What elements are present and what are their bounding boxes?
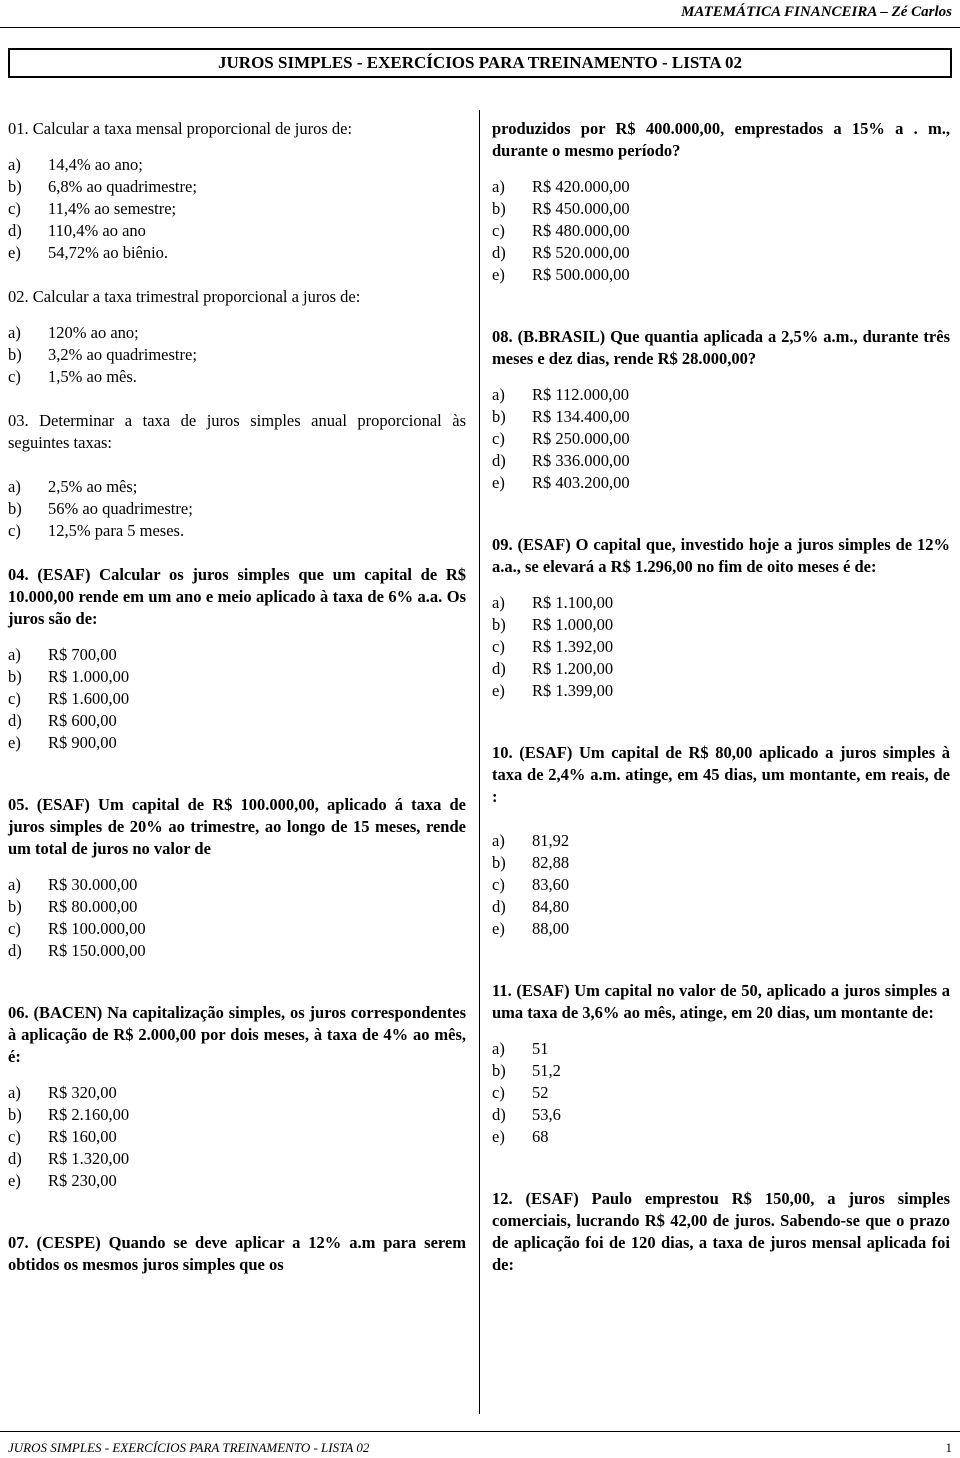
- options-q05: [8, 874, 466, 962]
- answer-option: [492, 874, 950, 896]
- option-letter: a): [8, 323, 21, 342]
- document-title: JUROS SIMPLES - EXERCÍCIOS PARA TREINAMENTO - LISTA 02: [8, 48, 952, 78]
- option-text: R$ 1.000,00: [532, 615, 614, 634]
- answer-option: [492, 1126, 950, 1148]
- answer-option: [8, 1082, 466, 1104]
- option-letter: a): [8, 477, 21, 496]
- answer-option: [8, 1104, 466, 1126]
- options-q08: [492, 384, 950, 494]
- option-text: R$ 1.100,00: [532, 593, 614, 612]
- option-text: 83,60: [532, 875, 570, 894]
- footer-rule: [0, 1431, 960, 1432]
- option-text: R$ 520.000,00: [532, 243, 630, 262]
- question-06: 06. (BACEN) Na capitalização simples, os juros correspondentes à aplicação de R$ 2.000,00 por dois meses, à taxa de 4% ao mês, é:: [8, 1003, 466, 1066]
- option-text: R$ 403.200,00: [532, 473, 630, 492]
- option-text: R$ 230,00: [48, 1171, 117, 1190]
- question-01: 01. Calcular a taxa mensal proporcional de juros de:: [8, 119, 353, 138]
- option-letter: c): [492, 429, 505, 448]
- option-letter: e): [492, 265, 505, 284]
- answer-option: [8, 176, 466, 198]
- options-q06: [8, 1082, 466, 1192]
- option-text: 110,4% ao ano: [48, 221, 146, 240]
- option-letter: e): [8, 1171, 21, 1190]
- answer-option: [8, 732, 466, 754]
- answer-option: [492, 472, 950, 494]
- option-text: R$ 450.000,00: [532, 199, 630, 218]
- option-text: R$ 100.000,00: [48, 919, 146, 938]
- option-text: R$ 1.392,00: [532, 637, 614, 656]
- running-header: MATEMÁTICA FINANCEIRA – Zé Carlos: [681, 4, 952, 20]
- option-letter: a): [492, 831, 505, 850]
- answer-option: [8, 918, 466, 940]
- option-text: 14,4% ao ano;: [48, 155, 143, 174]
- option-letter: a): [492, 385, 505, 404]
- option-text: R$ 1.200,00: [532, 659, 614, 678]
- right-column: [492, 118, 950, 1276]
- footer-title: JUROS SIMPLES - EXERCÍCIOS PARA TREINAMENTO - LISTA 02: [8, 1440, 370, 1455]
- option-letter: b): [492, 1061, 506, 1080]
- question-10: 10. (ESAF) Um capital de R$ 80,00 aplicado a juros simples à taxa de 2,4% a.m. atinge, em 45 dias, um montante, em reais, de :: [492, 743, 950, 806]
- option-letter: d): [8, 941, 22, 960]
- answer-option: [8, 644, 466, 666]
- option-letter: c): [8, 199, 21, 218]
- options-q07: [492, 176, 950, 286]
- option-letter: a): [492, 177, 505, 196]
- left-column: [8, 118, 466, 1276]
- option-text: R$ 1.000,00: [48, 667, 130, 686]
- answer-option: [8, 322, 466, 344]
- option-text: 81,92: [532, 831, 570, 850]
- option-letter: c): [492, 221, 505, 240]
- option-text: R$ 30.000,00: [48, 875, 138, 894]
- question-03: 03. Determinar a taxa de juros simples anual proporcional às seguintes taxas:: [8, 411, 466, 452]
- answer-option: [492, 592, 950, 614]
- option-text: R$ 80.000,00: [48, 897, 138, 916]
- option-text: 11,4% ao semestre;: [48, 199, 177, 218]
- option-letter: a): [8, 645, 21, 664]
- option-text: 53,6: [532, 1105, 561, 1124]
- option-text: 120% ao ano;: [48, 323, 139, 342]
- question-07-part1: 07. (CESPE) Quando se deve aplicar a 12% a.m para serem obtidos os mesmos juros simples que os: [8, 1233, 466, 1274]
- answer-option: [492, 428, 950, 450]
- option-letter: c): [8, 689, 21, 708]
- answer-option: [492, 896, 950, 918]
- question-12: 12. (ESAF) Paulo emprestou R$ 150,00, a juros simples comerciais, lucrando R$ 42,00 de juros. Sabendo-se que o prazo de aplicação foi de 120 dias, a taxa de juros mensal aplicada foi de:: [492, 1189, 950, 1274]
- option-letter: d): [492, 243, 506, 262]
- option-letter: a): [8, 1083, 21, 1102]
- answer-option: [8, 520, 466, 542]
- answer-option: [8, 688, 466, 710]
- option-letter: d): [8, 221, 22, 240]
- answer-option: [8, 710, 466, 732]
- answer-option: [492, 830, 950, 852]
- option-letter: e): [492, 1127, 505, 1146]
- options-q11: [492, 1038, 950, 1148]
- option-text: 12,5% para 5 meses.: [48, 521, 185, 540]
- answer-option: [492, 1104, 950, 1126]
- option-letter: b): [8, 897, 22, 916]
- answer-option: [492, 1038, 950, 1060]
- answer-option: [492, 176, 950, 198]
- answer-option: [492, 220, 950, 242]
- option-text: 84,80: [532, 897, 570, 916]
- column-divider: [479, 110, 480, 1414]
- question-09: 09. (ESAF) O capital que, investido hoje a juros simples de 12% a.a., se elevará a R$ 1.296,00 no fim de oito meses é de:: [492, 535, 950, 576]
- option-text: R$ 2.160,00: [48, 1105, 130, 1124]
- option-letter: d): [492, 451, 506, 470]
- option-letter: c): [492, 875, 505, 894]
- answer-option: [492, 658, 950, 680]
- option-letter: e): [8, 243, 21, 262]
- options-q01: [8, 154, 466, 264]
- option-text: R$ 320,00: [48, 1083, 117, 1102]
- answer-option: [8, 1148, 466, 1170]
- answer-option: [8, 498, 466, 520]
- option-text: 6,8% ao quadrimestre;: [48, 177, 197, 196]
- question-04: 04. (ESAF) Calcular os juros simples que um capital de R$ 10.000,00 rende em um ano e meio aplicado à taxa de 6% a.a. Os juros são de:: [8, 565, 466, 628]
- option-letter: b): [8, 499, 22, 518]
- option-letter: a): [492, 593, 505, 612]
- option-letter: e): [8, 733, 21, 752]
- option-letter: b): [8, 667, 22, 686]
- answer-option: [492, 198, 950, 220]
- option-letter: d): [8, 1149, 22, 1168]
- option-text: R$ 600,00: [48, 711, 117, 730]
- option-text: R$ 336.000,00: [532, 451, 630, 470]
- option-text: R$ 1.320,00: [48, 1149, 130, 1168]
- option-text: R$ 150.000,00: [48, 941, 146, 960]
- option-letter: b): [492, 615, 506, 634]
- option-letter: d): [8, 711, 22, 730]
- options-q03: [8, 476, 466, 542]
- answer-option: [8, 1126, 466, 1148]
- option-text: 2,5% ao mês;: [48, 477, 138, 496]
- option-text: 82,88: [532, 853, 570, 872]
- option-text: 68: [532, 1127, 549, 1146]
- answer-option: [8, 366, 466, 388]
- answer-option: [8, 476, 466, 498]
- page-number: 1: [945, 1440, 952, 1455]
- option-letter: b): [8, 177, 22, 196]
- options-q02: [8, 322, 466, 388]
- option-text: R$ 1.399,00: [532, 681, 614, 700]
- options-q09: [492, 592, 950, 702]
- option-text: R$ 134.400,00: [532, 407, 630, 426]
- answer-option: [492, 636, 950, 658]
- option-letter: c): [492, 1083, 505, 1102]
- answer-option: [492, 852, 950, 874]
- answer-option: [8, 154, 466, 176]
- option-text: R$ 480.000,00: [532, 221, 630, 240]
- option-letter: d): [492, 659, 506, 678]
- option-text: 54,72% ao biênio.: [48, 243, 169, 262]
- option-text: 88,00: [532, 919, 570, 938]
- question-08: 08. (B.BRASIL) Que quantia aplicada a 2,5% a.m., durante três meses e dez dias, rende R$ 28.000,00?: [492, 327, 950, 368]
- option-text: R$ 700,00: [48, 645, 117, 664]
- question-11: 11. (ESAF) Um capital no valor de 50, aplicado a juros simples a uma taxa de 3,6% ao mês, atinge, em 20 dias, um montante de:: [492, 981, 950, 1022]
- option-letter: b): [8, 345, 22, 364]
- answer-option: [8, 198, 466, 220]
- option-text: R$ 112.000,00: [532, 385, 630, 404]
- answer-option: [8, 874, 466, 896]
- option-letter: e): [492, 919, 505, 938]
- option-letter: a): [8, 155, 21, 174]
- answer-option: [492, 1082, 950, 1104]
- option-text: 51: [532, 1039, 549, 1058]
- option-letter: e): [492, 681, 505, 700]
- question-02: 02. Calcular a taxa trimestral proporcional a juros de:: [8, 287, 361, 306]
- answer-option: [492, 264, 950, 286]
- answer-option: [492, 450, 950, 472]
- option-letter: b): [492, 199, 506, 218]
- option-text: 1,5% ao mês.: [48, 367, 137, 386]
- answer-option: [492, 384, 950, 406]
- question-05: 05. (ESAF) Um capital de R$ 100.000,00, aplicado á taxa de juros simples de 20% ao trimestre, ao longo de 15 meses, rende um total de juros no valor de: [8, 795, 466, 858]
- question-07-part2: produzidos por R$ 400.000,00, emprestados a 15% a . m., durante o mesmo período?: [492, 119, 950, 160]
- option-text: 56% ao quadrimestre;: [48, 499, 193, 518]
- option-letter: a): [8, 875, 21, 894]
- options-q10: [492, 830, 950, 940]
- option-text: R$ 420.000,00: [532, 177, 630, 196]
- answer-option: [8, 666, 466, 688]
- answer-option: [492, 614, 950, 636]
- option-letter: d): [492, 897, 506, 916]
- option-letter: c): [492, 637, 505, 656]
- option-text: 3,2% ao quadrimestre;: [48, 345, 197, 364]
- option-text: R$ 160,00: [48, 1127, 117, 1146]
- option-letter: b): [492, 853, 506, 872]
- option-letter: c): [8, 919, 21, 938]
- option-letter: b): [8, 1105, 22, 1124]
- answer-option: [8, 896, 466, 918]
- option-letter: c): [8, 1127, 21, 1146]
- option-letter: c): [8, 521, 21, 540]
- answer-option: [492, 406, 950, 428]
- option-text: R$ 900,00: [48, 733, 117, 752]
- option-letter: c): [8, 367, 21, 386]
- header-rule: [0, 27, 960, 28]
- option-text: 52: [532, 1083, 549, 1102]
- answer-option: [492, 1060, 950, 1082]
- option-text: R$ 250.000,00: [532, 429, 630, 448]
- option-letter: b): [492, 407, 506, 426]
- answer-option: [492, 918, 950, 940]
- option-text: 51,2: [532, 1061, 561, 1080]
- answer-option: [8, 344, 466, 366]
- option-letter: a): [492, 1039, 505, 1058]
- answer-option: [492, 242, 950, 264]
- answer-option: [8, 940, 466, 962]
- answer-option: [8, 242, 466, 264]
- answer-option: [8, 220, 466, 242]
- answer-option: [492, 680, 950, 702]
- option-text: R$ 1.600,00: [48, 689, 130, 708]
- option-letter: d): [492, 1105, 506, 1124]
- answer-option: [8, 1170, 466, 1192]
- option-text: R$ 500.000,00: [532, 265, 630, 284]
- options-q04: [8, 644, 466, 754]
- option-letter: e): [492, 473, 505, 492]
